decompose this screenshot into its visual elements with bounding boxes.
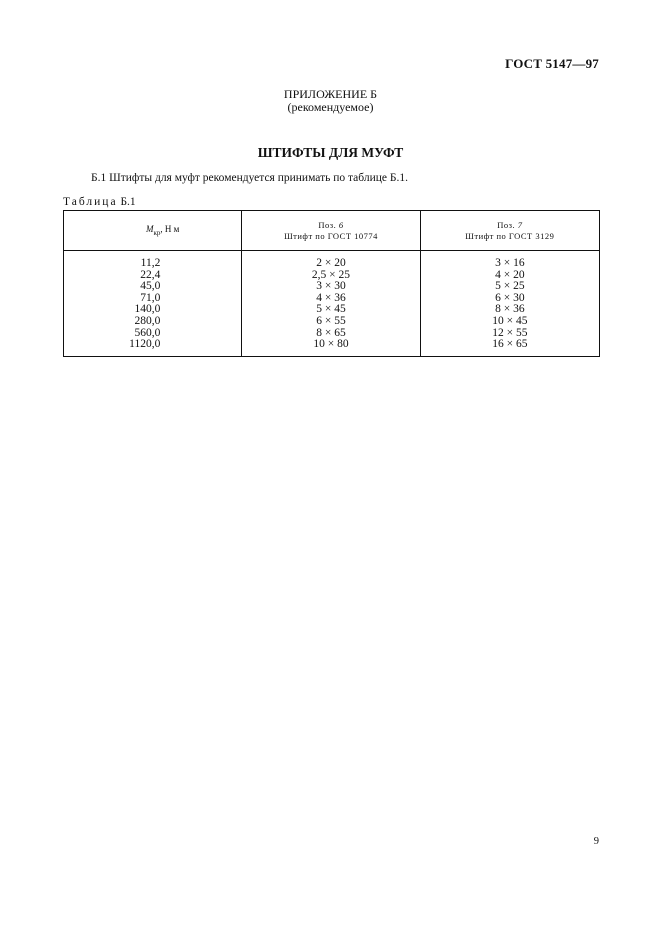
torque-column: [64, 251, 242, 357]
pin7-column: [420, 251, 599, 357]
torque-unit: , Н м: [160, 224, 180, 235]
pin7-size: 4 × 20: [495, 268, 525, 281]
torque-value: 22,4: [140, 268, 161, 281]
torque-symbol: M: [145, 224, 154, 235]
pin7-size: 6 × 30: [495, 291, 525, 304]
table-caption-prefix: Таблица: [63, 196, 118, 208]
annex-heading: [0, 88, 661, 114]
pin7-size: 3 × 16: [495, 257, 525, 269]
annex-subtitle: (рекомендуемое): [287, 100, 374, 114]
pin6-size: 6 × 55: [316, 314, 346, 327]
torque-subscript: кр: [153, 228, 161, 237]
pin6-size: 4 × 36: [316, 291, 346, 304]
pin6-size: 10 × 80: [313, 338, 349, 351]
pin6-size: 3 × 30: [316, 280, 346, 293]
torque-value: 1120,0: [129, 338, 161, 351]
pin6-size: 2,5 × 25: [311, 268, 351, 281]
header-pin-pos7: [420, 211, 599, 251]
table-header-row: [64, 211, 600, 251]
pins-table: [63, 210, 600, 357]
pos6-number: 6: [338, 219, 344, 230]
pin6-size: 5 × 45: [316, 303, 346, 316]
pos7-spec: Штифт по ГОСТ 3129: [465, 230, 555, 241]
pin7-size: 5 × 25: [495, 280, 525, 293]
header-pin-pos6: [242, 211, 420, 251]
pos7-number: 7: [517, 219, 523, 230]
table-caption: [63, 196, 136, 208]
torque-value: 280,0: [134, 314, 161, 327]
pin7-size: 12 × 55: [492, 326, 528, 339]
pin6-size: 8 × 65: [316, 326, 346, 339]
pos7-label: Поз.: [497, 219, 516, 230]
torque-value: 560,0: [134, 326, 161, 339]
pos6-label: Поз.: [318, 219, 337, 230]
pos6-spec: Штифт по ГОСТ 10774: [284, 230, 378, 241]
pin7-size: 10 × 45: [492, 314, 528, 327]
annex-title: ПРИЛОЖЕНИЕ Б: [283, 87, 378, 101]
standard-code: ГОСТ 5147—97: [505, 56, 599, 71]
pin6-size: 2 × 20: [316, 257, 346, 269]
torque-value: 71,0: [140, 291, 161, 304]
pin6-column: [242, 251, 420, 357]
section-title: ШТИФТЫ ДЛЯ МУФТ: [257, 145, 404, 160]
table-body-row: [64, 251, 600, 357]
pin7-size: 8 × 36: [495, 303, 525, 316]
pin7-size: 16 × 65: [492, 338, 528, 351]
page-number: 9: [593, 836, 599, 847]
torque-value: 11,2: [140, 257, 161, 269]
torque-value: 45,0: [140, 280, 161, 293]
table-caption-number: Б.1: [120, 196, 136, 208]
section-paragraph: Б.1 Штифты для муфт рекомендуется принимать по таблице Б.1.: [91, 172, 408, 184]
header-torque: [64, 211, 242, 251]
torque-value: 140,0: [134, 303, 161, 316]
